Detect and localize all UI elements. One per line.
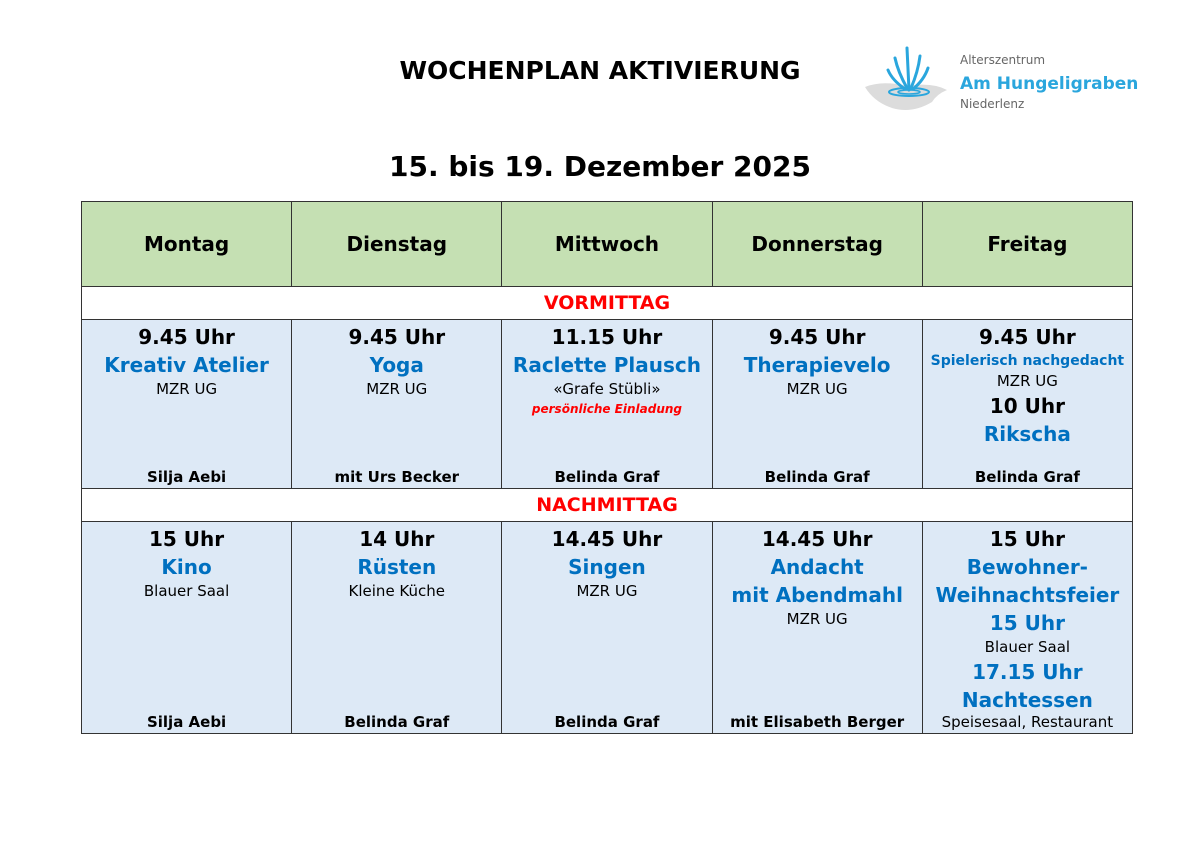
- activity-row: [82, 320, 1133, 489]
- activity-leader: Belinda Graf: [974, 468, 1080, 486]
- activity-lines: [82, 320, 291, 400]
- activity-location: MZR UG: [576, 582, 638, 600]
- activity-subtitle: Spielerisch nachgedacht: [930, 353, 1125, 369]
- activity-time: 14 Uhr: [359, 527, 435, 551]
- activity-title: Weihnachtsfeier: [935, 583, 1120, 607]
- fountain-logo-icon: [862, 42, 957, 122]
- activity-row: [82, 522, 1133, 734]
- activity-cell-monday: [82, 522, 292, 734]
- activity-cell-thursday: [712, 320, 922, 489]
- activity-leader: Belinda Graf: [764, 468, 870, 486]
- activity-cell-monday: [82, 320, 292, 489]
- activity-title: Raclette Plausch: [512, 353, 701, 377]
- activity-title: Yoga: [369, 353, 424, 377]
- activity-time: 15 Uhr: [149, 527, 225, 551]
- activity-location: MZR UG: [786, 380, 848, 398]
- day-header-row: [82, 202, 1133, 287]
- activity-lines: [502, 522, 711, 602]
- activity-title: Rikscha: [983, 422, 1071, 446]
- activity-cell-tuesday: [292, 522, 502, 734]
- activity-title: Kreativ Atelier: [104, 353, 269, 377]
- activity-time: 14.45 Uhr: [551, 527, 663, 551]
- activity-location: Blauer Saal: [143, 582, 230, 600]
- activity-leader: mit Elisabeth Berger: [730, 713, 905, 731]
- section-header-row: [82, 489, 1133, 522]
- activity-leader: mit Urs Becker: [334, 468, 460, 486]
- activity-title: mit Abendmahl: [731, 583, 903, 607]
- activity-location: MZR UG: [366, 380, 428, 398]
- activity-time: 9.45 Uhr: [768, 325, 866, 349]
- activity-title: Andacht: [770, 555, 864, 579]
- schedule-body: [82, 287, 1133, 734]
- activity-note: persönliche Einladung: [531, 402, 683, 416]
- activity-title: 15 Uhr: [989, 611, 1065, 635]
- activity-leader: Belinda Graf: [554, 468, 660, 486]
- activity-title: Nachtessen: [961, 688, 1093, 712]
- activity-location: Blauer Saal: [984, 638, 1071, 656]
- activity-title: Kino: [161, 555, 212, 579]
- activity-time: 14.45 Uhr: [761, 527, 873, 551]
- day-header-tuesday: Dienstag: [292, 202, 502, 287]
- activity-lines: [923, 320, 1132, 448]
- activity-time: 11.15 Uhr: [551, 325, 663, 349]
- section-header-row: [82, 287, 1133, 320]
- activity-time: 15 Uhr: [989, 527, 1065, 551]
- day-header-thursday: Donnerstag: [712, 202, 922, 287]
- activity-title: Singen: [568, 555, 646, 579]
- activity-lines: [713, 522, 922, 630]
- day-header-wednesday: Mittwoch: [502, 202, 712, 287]
- schedule-table: [81, 201, 1133, 734]
- section-label: NACHMITTAG: [82, 489, 1133, 522]
- activity-cell-tuesday: [292, 320, 502, 489]
- activity-cell-friday: [922, 320, 1132, 489]
- activity-leader: Belinda Graf: [554, 713, 660, 731]
- section-label: VORMITTAG: [82, 287, 1133, 320]
- date-range: 15. bis 19. Dezember 2025: [389, 150, 811, 183]
- activity-lines: [292, 522, 501, 602]
- activity-lines: [82, 522, 291, 602]
- activity-leader: Silja Aebi: [146, 468, 227, 486]
- activity-location: «Grafe Stübli»: [553, 380, 661, 398]
- day-header-friday: Freitag: [922, 202, 1132, 287]
- activity-location: MZR UG: [786, 610, 848, 628]
- activity-location: MZR UG: [156, 380, 218, 398]
- activity-title: Therapievelo: [743, 353, 891, 377]
- activity-title: 17.15 Uhr: [972, 660, 1083, 684]
- logo: [862, 42, 1142, 122]
- activity-location: Kleine Küche: [348, 582, 446, 600]
- day-header-monday: Montag: [82, 202, 292, 287]
- logo-text-line3: Niederlenz: [960, 97, 1025, 111]
- activity-lines: [502, 320, 711, 418]
- activity-title: Rüsten: [357, 555, 437, 579]
- activity-location: MZR UG: [996, 372, 1058, 390]
- activity-time: 9.45 Uhr: [979, 325, 1076, 349]
- activity-lines: [923, 522, 1132, 714]
- activity-time: 9.45 Uhr: [348, 325, 446, 349]
- activity-cell-thursday: [712, 522, 922, 734]
- page-title: WOCHENPLAN AKTIVIERUNG: [399, 56, 801, 85]
- activity-cell-wednesday: [502, 320, 712, 489]
- logo-text-line2: Am Hungeligraben: [960, 74, 1139, 94]
- activity-leader: Silja Aebi: [146, 713, 227, 731]
- activity-lines: [292, 320, 501, 400]
- activity-leader: Belinda Graf: [344, 713, 450, 731]
- activity-cell-friday: [922, 522, 1132, 734]
- logo-text-line1: Alterszentrum: [960, 53, 1046, 67]
- activity-time: 10 Uhr: [989, 394, 1065, 418]
- activity-leader: Speisesaal, Restaurant: [941, 713, 1114, 731]
- activity-title: Bewohner-: [966, 555, 1088, 579]
- activity-cell-wednesday: [502, 522, 712, 734]
- activity-lines: [713, 320, 922, 400]
- activity-time: 9.45 Uhr: [138, 325, 235, 349]
